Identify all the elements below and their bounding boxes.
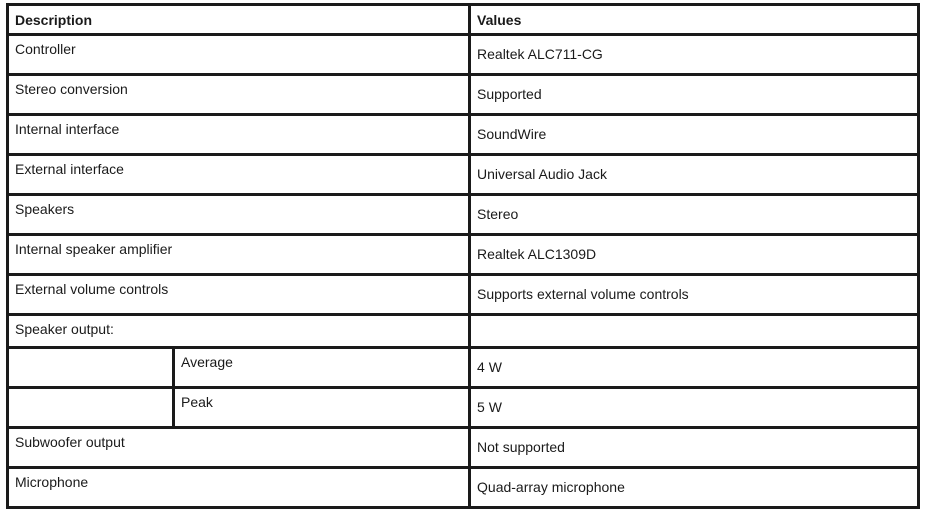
table-row [8,115,919,155]
row-description: Internal interface [8,115,470,155]
row-description: Speakers [8,195,470,235]
row-value: SoundWire [470,115,919,155]
table-row [8,275,919,315]
table-row [8,155,919,195]
table-header-row [8,5,919,35]
row-description: Internal speaker amplifier [8,235,470,275]
row-value: Quad-array microphone [470,468,919,508]
row-value: 4 W [470,348,919,388]
table-row [8,235,919,275]
row-description: Controller [8,35,470,75]
row-value [470,315,919,348]
row-value: Not supported [470,428,919,468]
header-values: Values [470,5,919,35]
row-description: External volume controls [8,275,470,315]
row-description: Speaker output: [8,315,470,348]
table-row [8,75,919,115]
row-value: Realtek ALC1309D [470,235,919,275]
row-description: Microphone [8,468,470,508]
table-row [8,468,919,508]
row-value: Stereo [470,195,919,235]
table-row [8,35,919,75]
row-value: Realtek ALC711-CG [470,35,919,75]
row-description: Stereo conversion [8,75,470,115]
indent-cell [8,348,174,388]
row-value: Supports external volume controls [470,275,919,315]
row-description: External interface [8,155,470,195]
row-value: 5 W [470,388,919,428]
table-row [8,428,919,468]
row-description: Subwoofer output [8,428,470,468]
row-value: Universal Audio Jack [470,155,919,195]
header-description: Description [8,5,470,35]
row-description: Average [174,348,470,388]
indent-cell [8,388,174,428]
audio-specifications-table [6,3,920,509]
row-value: Supported [470,75,919,115]
row-description: Peak [174,388,470,428]
table-subrow [8,348,919,388]
table-row [8,315,919,348]
table-subrow [8,388,919,428]
table-row [8,195,919,235]
